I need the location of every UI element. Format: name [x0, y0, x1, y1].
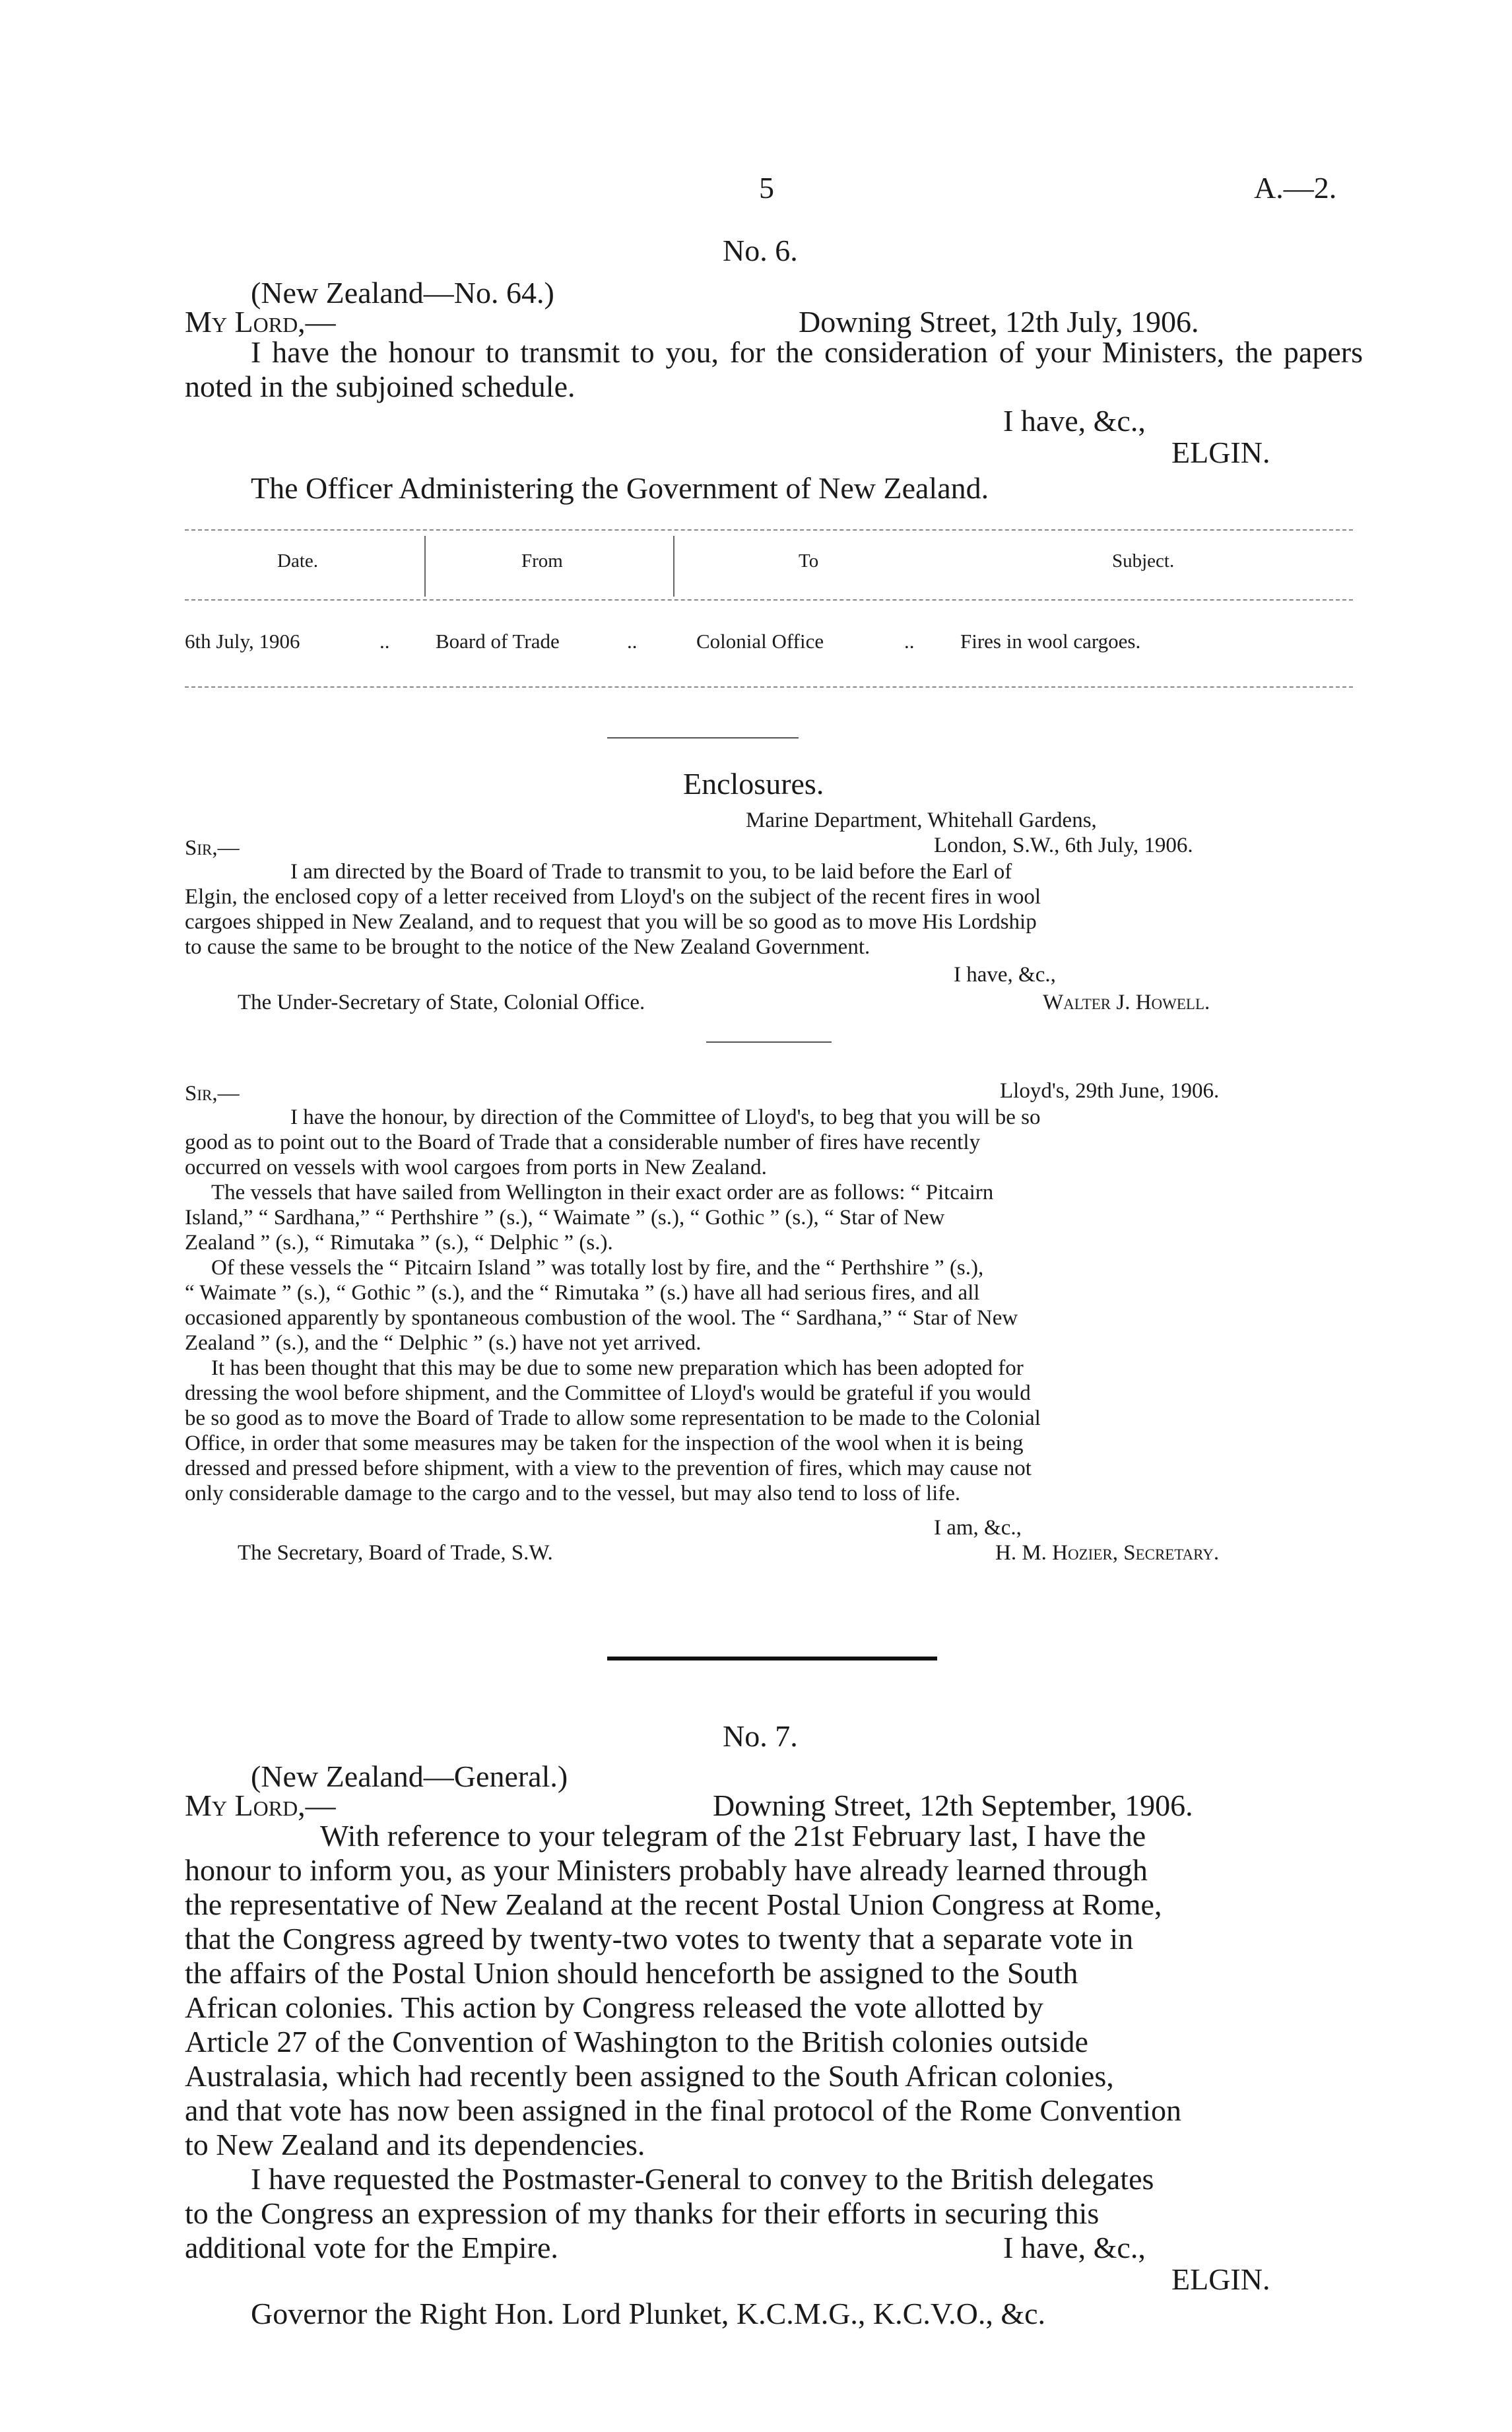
doc7-body-line: the affairs of the Postal Union should henceforth be assigned to the South [185, 1956, 1078, 1990]
letter2-body-line: “ Waimate ” (s.), “ Gothic ” (s.), and the “ Rimutaka ” (s.) have all had serious fires, and all [185, 1281, 980, 1305]
letter2-body-line: dressed and pressed before shipment, with a view to the prevention of fires, which may cause not [185, 1457, 1032, 1480]
doc7-body-line: additional vote for the Empire. [185, 2231, 558, 2264]
letter2-addressee: The Secretary, Board of Trade, S.W. [238, 1541, 553, 1565]
schedule-header-date: Date. [277, 550, 318, 572]
letter1-body-line: Elgin, the enclosed copy of a letter received from Lloyd's on the subject of the recent fires in wool [185, 885, 1041, 909]
schedule-leader: .. [379, 630, 390, 653]
doc7-body-line: that the Congress agreed by twenty-two votes to twenty that a separate vote in [185, 1922, 1134, 1955]
doc7-body-line: Article 27 of the Convention of Washington to the British colonies outside [185, 2025, 1088, 2058]
letter1-body-line: cargoes shipped in New Zealand, and to request that you will be so good as to move His Lordship [185, 910, 1037, 934]
doc7-closing: I have, &c., [1003, 2231, 1146, 2264]
letter2-body-line: Of these vessels the “ Pitcairn Island ” was totally lost by fire, and the “ Perthshire ” (s.), [211, 1256, 984, 1280]
doc6-signature: ELGIN. [1171, 436, 1270, 469]
schedule-cell-to: Colonial Office [696, 630, 824, 653]
doc7-body-line: Australasia, which had recently been assigned to the South African colonies, [185, 2059, 1114, 2093]
paper-reference: A.—2. [1254, 171, 1337, 205]
doc6-body: I have the honour to transmit to you, for the consideration of your Ministers, the papers noted in the subjoined schedule. [185, 335, 1363, 403]
schedule-header-rule [185, 599, 1353, 601]
letter2-body-line: Zealand ” (s.), “ Rimutaka ” (s.), “ Delphic ” (s.). [185, 1231, 613, 1255]
doc7-addressee: Governor the Right Hon. Lord Plunket, K.C.M.G., K.C.V.O., &c. [251, 2297, 1046, 2330]
doc7-reference: (New Zealand—General.) [251, 1759, 568, 1793]
schedule-leader: .. [627, 630, 638, 653]
doc6-closing: I have, &c., [1003, 404, 1146, 438]
doc6-dateline: Downing Street, 12th July, 1906. [799, 305, 1199, 339]
doc6-salutation: My Lord,— [185, 305, 336, 339]
doc7-body-line: African colonies. This action by Congress released the vote allotted by [185, 1990, 1043, 2024]
letter1-salutation: Sir,— [185, 836, 240, 860]
letter1-address-line2: London, S.W., 6th July, 1906. [934, 834, 1193, 857]
schedule-divider [673, 536, 674, 597]
section-divider [607, 737, 799, 739]
letter2-salutation: Sir,— [185, 1082, 240, 1105]
doc7-signature: ELGIN. [1171, 2262, 1270, 2296]
doc7-body-line: to the Congress an expression of my thanks for their efforts in securing this [185, 2196, 1100, 2230]
letter2-body-line: dressing the wool before shipment, and the Committee of Lloyd's would be grateful if you would [185, 1381, 1031, 1405]
letter1-body-line: to cause the same to be brought to the notice of the New Zealand Government. [185, 935, 871, 959]
schedule-cell-date: 6th July, 1906 [185, 630, 300, 653]
schedule-leader: .. [904, 630, 915, 653]
schedule-header-to: To [799, 550, 819, 572]
schedule-cell-subject: Fires in wool cargoes. [960, 630, 1141, 653]
letter2-dateline: Lloyd's, 29th June, 1906. [1000, 1079, 1220, 1103]
enclosures-heading: Enclosures. [683, 767, 824, 801]
letter1-closing: I have, &c., [954, 963, 1056, 987]
letter2-body-line: be so good as to move the Board of Trade to allow some representation to be made to the Colonial [185, 1406, 1041, 1430]
doc7-salutation: My Lord,— [185, 1789, 336, 1822]
doc7-body [185, 1819, 1363, 2265]
letter2-body-line: only considerable damage to the cargo and to the vessel, but may also tend to loss of life. [185, 1482, 961, 1505]
letter2-signature: H. M. Hozier, Secretary. [995, 1541, 1220, 1565]
letter2-body-line: I have the honour, by direction of the Committee of Lloyd's, to beg that you will be so [290, 1105, 1041, 1129]
letter2-body [185, 1105, 1353, 1506]
schedule-header-from: From [521, 550, 563, 572]
letter2-body-line: The vessels that have sailed from Wellington in their exact order are as follows: “ Pitcairn [211, 1181, 994, 1204]
letter2-body-line: Office, in order that some measures may be taken for the inspection of the wool when it is being [185, 1431, 1024, 1455]
letter2-body-line: Island,” “ Sardhana,” “ Perthshire ” (s.), “ Waimate ” (s.), “ Gothic ” (s.), “ Star of New [185, 1206, 945, 1230]
document-divider [607, 1657, 937, 1660]
letter1-addressee: The Under-Secretary of State, Colonial Office. [238, 991, 645, 1014]
doc7-body-line: and that vote has now been assigned in the final protocol of the Rome Convention [185, 2093, 1182, 2127]
letter1-body-line: I am directed by the Board of Trade to transmit to you, to be laid before the Earl of [290, 860, 1012, 884]
letter1-signature: Walter J. Howell. [1043, 991, 1210, 1014]
page-number: 5 [759, 171, 774, 205]
schedule-header-subject: Subject. [1112, 550, 1175, 572]
doc7-number: No. 7. [723, 1719, 798, 1753]
schedule-cell-from: Board of Trade [436, 630, 560, 653]
doc7-body-line: the representative of New Zealand at the recent Postal Union Congress at Rome, [185, 1888, 1162, 1921]
letter-divider [706, 1041, 832, 1043]
doc7-dateline: Downing Street, 12th September, 1906. [713, 1789, 1193, 1822]
doc7-body-line: honour to inform you, as your Ministers probably have already learned through [185, 1853, 1148, 1887]
doc6-addressee: The Officer Administering the Government of New Zealand. [251, 471, 989, 505]
doc6-reference: (New Zealand—No. 64.) [251, 276, 554, 310]
letter2-body-line: Zealand ” (s.), and the “ Delphic ” (s.) have not yet arrived. [185, 1331, 702, 1355]
letter2-body-line: good as to point out to the Board of Trade that a considerable number of fires have recently [185, 1131, 981, 1154]
letter2-body-line: It has been thought that this may be due to some new preparation which has been adopted for [211, 1356, 1024, 1380]
letter2-closing: I am, &c., [934, 1516, 1022, 1540]
schedule-bottom-rule [185, 686, 1353, 688]
schedule-divider [424, 536, 426, 597]
letter2-body-line: occurred on vessels with wool cargoes from ports in New Zealand. [185, 1156, 767, 1179]
schedule-top-rule [185, 529, 1353, 531]
doc6-number: No. 6. [723, 234, 798, 267]
letter1-body [185, 859, 1353, 960]
doc7-body-line: to New Zealand and its dependencies. [185, 2128, 645, 2161]
letter2-body-line: occasioned apparently by spontaneous combustion of the wool. The “ Sardhana,” “ Star of New [185, 1306, 1018, 1330]
doc7-body-line: With reference to your telegram of the 21st February last, I have the [320, 1819, 1146, 1853]
letter1-address-line1: Marine Department, Whitehall Gardens, [746, 808, 1097, 832]
doc7-body-line: I have requested the Postmaster-General to convey to the British delegates [251, 2162, 1154, 2196]
